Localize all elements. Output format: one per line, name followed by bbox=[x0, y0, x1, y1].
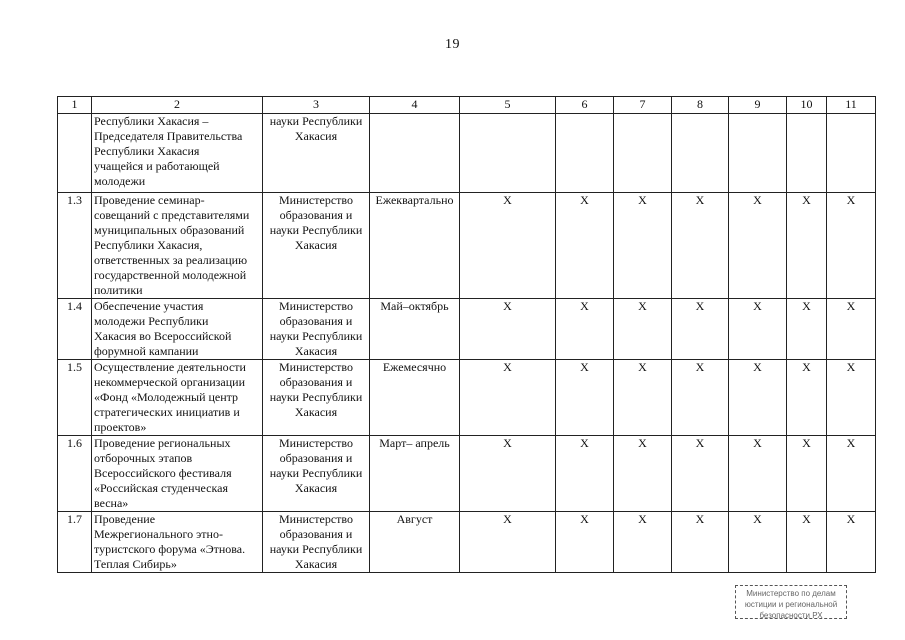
mark-cell bbox=[787, 114, 827, 193]
activity-name: Обеспечение участия молодежи Республики Хакасия во Всероссийской форумной кампании bbox=[92, 299, 263, 360]
mark-cell: X bbox=[672, 512, 729, 573]
mark-cell: X bbox=[614, 512, 672, 573]
mark-cell: X bbox=[729, 436, 787, 512]
mark-cell: X bbox=[460, 193, 556, 299]
table-row bbox=[58, 512, 876, 573]
column-header: 9 bbox=[729, 97, 787, 114]
column-header: 7 bbox=[614, 97, 672, 114]
mark-cell: X bbox=[556, 436, 614, 512]
term: Март– апрель bbox=[370, 436, 460, 512]
activities-table bbox=[57, 96, 876, 573]
table-row bbox=[58, 436, 876, 512]
mark-cell: X bbox=[672, 360, 729, 436]
term: Ежемесячно bbox=[370, 360, 460, 436]
row-number bbox=[58, 114, 92, 193]
mark-cell: X bbox=[460, 512, 556, 573]
stamp-line: безопасности РХ bbox=[759, 611, 823, 620]
column-header: 11 bbox=[827, 97, 876, 114]
mark-cell bbox=[827, 114, 876, 193]
page-number: 19 bbox=[445, 37, 460, 52]
mark-cell bbox=[460, 114, 556, 193]
mark-cell: X bbox=[614, 193, 672, 299]
term: Ежеквартально bbox=[370, 193, 460, 299]
stamp-line: Министерство по делам bbox=[746, 589, 836, 598]
row-number: 1.3 bbox=[58, 193, 92, 299]
executor: Министерство образования и науки Республики Хакасия bbox=[263, 193, 370, 299]
mark-cell: X bbox=[614, 436, 672, 512]
mark-cell: X bbox=[787, 193, 827, 299]
mark-cell: X bbox=[787, 360, 827, 436]
row-number: 1.7 bbox=[58, 512, 92, 573]
row-number: 1.6 bbox=[58, 436, 92, 512]
mark-cell: X bbox=[556, 193, 614, 299]
row-number: 1.4 bbox=[58, 299, 92, 360]
stamp-line: юстиции и региональной bbox=[744, 600, 838, 609]
column-header: 1 bbox=[58, 97, 92, 114]
mark-cell: X bbox=[460, 299, 556, 360]
activity-name: Осуществление деятельности некоммерческой организации «Фонд «Молодежный центр стратегических инициатив и проектов» bbox=[92, 360, 263, 436]
mark-cell bbox=[556, 114, 614, 193]
mark-cell: X bbox=[614, 360, 672, 436]
mark-cell: X bbox=[614, 299, 672, 360]
table-row bbox=[58, 299, 876, 360]
mark-cell: X bbox=[729, 512, 787, 573]
activity-name: Проведение Межрегионального этно- туристского форума «Этнова. Теплая Сибирь» bbox=[92, 512, 263, 573]
column-header: 3 bbox=[263, 97, 370, 114]
activity-name: Республики Хакасия – Председателя Правительства Республики Хакасия учащейся и работающей молодежи bbox=[92, 114, 263, 193]
mark-cell: X bbox=[787, 512, 827, 573]
row-number: 1.5 bbox=[58, 360, 92, 436]
column-header: 8 bbox=[672, 97, 729, 114]
mark-cell: X bbox=[672, 436, 729, 512]
executor: Министерство образования и науки Республики Хакасия bbox=[263, 299, 370, 360]
column-header: 6 bbox=[556, 97, 614, 114]
executor: Министерство образования и науки Республики Хакасия bbox=[263, 512, 370, 573]
term: Май–октябрь bbox=[370, 299, 460, 360]
mark-cell bbox=[614, 114, 672, 193]
activity-name: Проведение региональных отборочных этапов Всероссийского фестиваля «Российская студенческая весна» bbox=[92, 436, 263, 512]
mark-cell: X bbox=[729, 360, 787, 436]
mark-cell: X bbox=[672, 299, 729, 360]
column-header: 4 bbox=[370, 97, 460, 114]
term bbox=[370, 114, 460, 193]
mark-cell: X bbox=[827, 299, 876, 360]
mark-cell: X bbox=[460, 436, 556, 512]
mark-cell bbox=[672, 114, 729, 193]
mark-cell: X bbox=[787, 299, 827, 360]
mark-cell: X bbox=[827, 436, 876, 512]
mark-cell: X bbox=[556, 360, 614, 436]
mark-cell: X bbox=[460, 360, 556, 436]
mark-cell: X bbox=[672, 193, 729, 299]
mark-cell: X bbox=[556, 299, 614, 360]
mark-cell bbox=[729, 114, 787, 193]
mark-cell: X bbox=[729, 193, 787, 299]
executor: науки Республики Хакасия bbox=[263, 114, 370, 193]
executor: Министерство образования и науки Республики Хакасия bbox=[263, 436, 370, 512]
mark-cell: X bbox=[827, 512, 876, 573]
executor: Министерство образования и науки Республики Хакасия bbox=[263, 360, 370, 436]
mark-cell: X bbox=[729, 299, 787, 360]
mark-cell: X bbox=[827, 193, 876, 299]
mark-cell: X bbox=[827, 360, 876, 436]
column-header: 10 bbox=[787, 97, 827, 114]
registration-stamp bbox=[735, 585, 847, 619]
activity-name: Проведение семинар- совещаний с представителями муниципальных образований Республики Хакасия, ответственных за реализацию государственной молодежной политики bbox=[92, 193, 263, 299]
table-row bbox=[58, 193, 876, 299]
table-row bbox=[58, 114, 876, 193]
mark-cell: X bbox=[787, 436, 827, 512]
mark-cell: X bbox=[556, 512, 614, 573]
term: Август bbox=[370, 512, 460, 573]
column-header: 2 bbox=[92, 97, 263, 114]
column-header: 5 bbox=[460, 97, 556, 114]
header-row bbox=[58, 97, 876, 114]
table-row bbox=[58, 360, 876, 436]
